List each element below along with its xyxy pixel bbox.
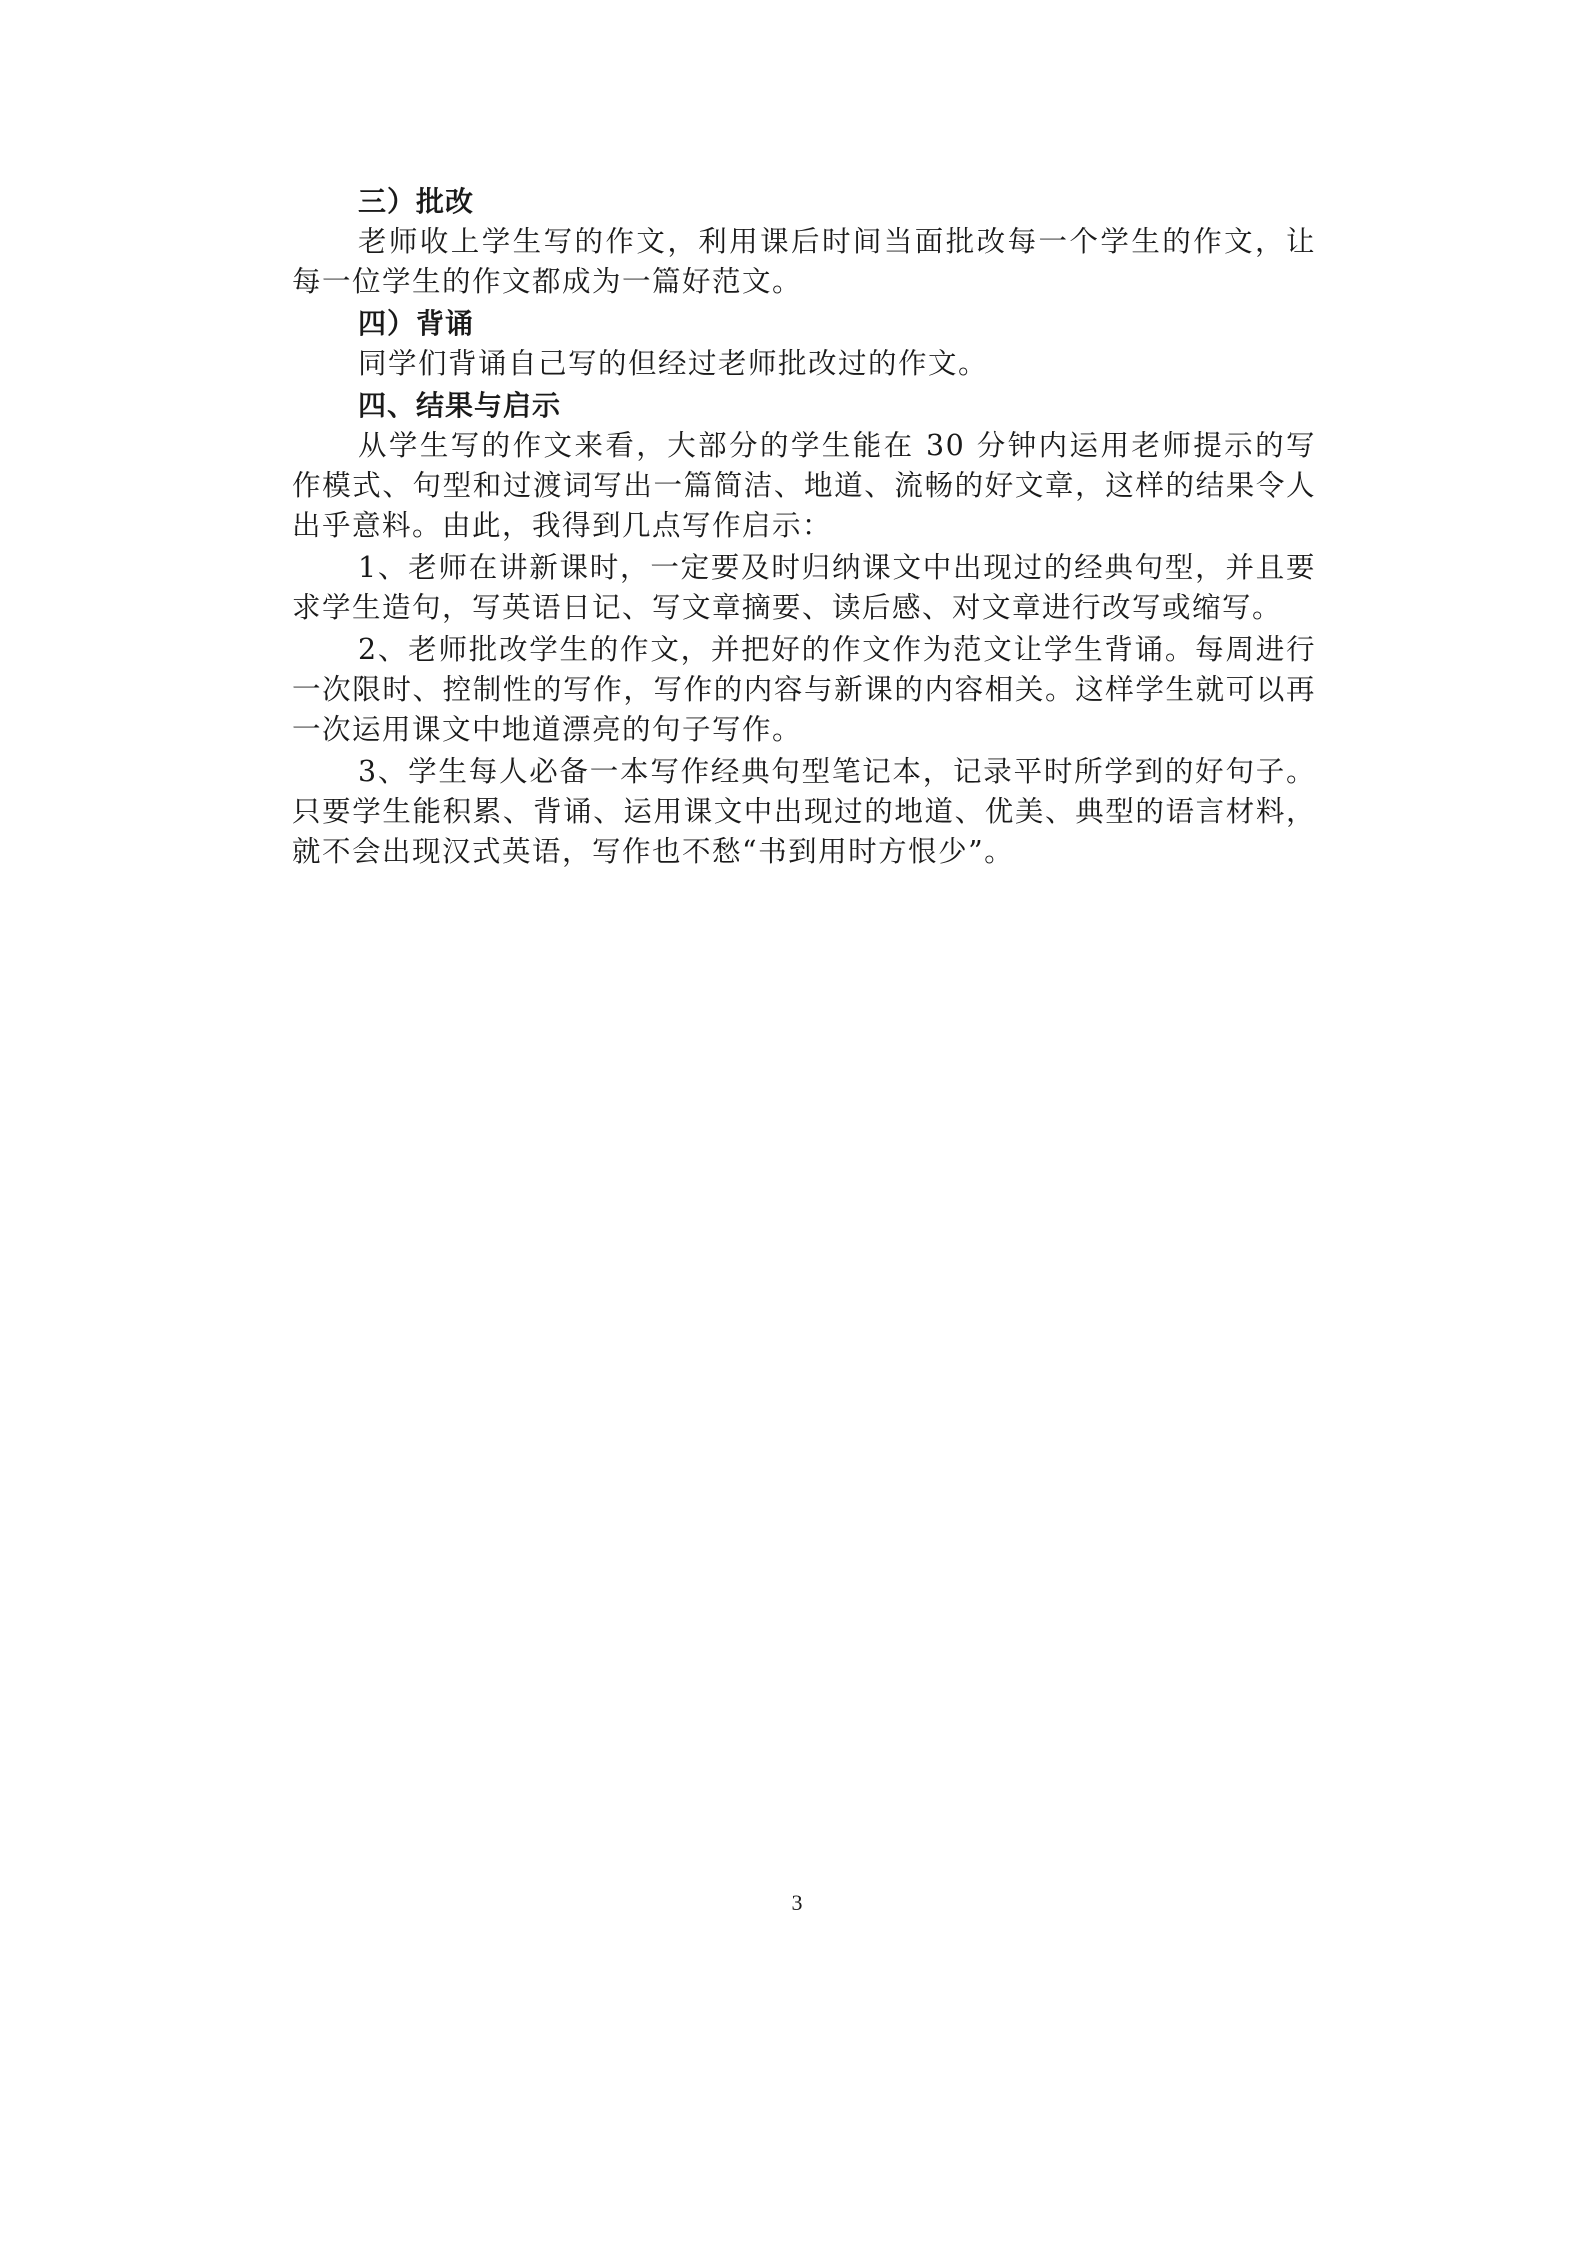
paragraph-results: 从学生写的作文来看，大部分的学生能在 30 分钟内运用老师提示的写作模式、句型和过渡词写出一篇简洁、地道、流畅的好文章，这样的结果令人出乎意料。由此，我得到几点写作启示： — [292, 429, 1316, 542]
paragraph-point-3: 3、学生每人必备一本写作经典句型笔记本，记录平时所学到的好句子。只要学生能积累、背诵、运用课文中出现过的地道、优美、典型的语言材料，就不会出现汉式英语，写作也不愁“书到用时方恨少”。 — [292, 755, 1316, 868]
page-content — [292, 182, 1316, 874]
paragraph-point-2: 2、老师批改学生的作文，并把好的作文作为范文让学生背诵。每周进行一次限时、控制性的写作，写作的内容与新课的内容相关。这样学生就可以再一次运用课文中地道漂亮的句子写作。 — [292, 633, 1316, 746]
section-heading-results: 四、结果与启示 — [358, 389, 562, 422]
paragraph-recite: 同学们背诵自己写的但经过老师批改过的作文。 — [358, 347, 989, 380]
paragraph-grading: 老师收上学生写的作文，利用课后时间当面批改每一个学生的作文，让每一位学生的作文都成为一篇好范文。 — [292, 225, 1316, 298]
section-heading-recite: 四）背诵 — [358, 307, 475, 340]
paragraph-point-1: 1、老师在讲新课时，一定要及时归纳课文中出现过的经典句型，并且要求学生造句，写英语日记、写文章摘要、读后感、对文章进行改写或缩写。 — [292, 551, 1316, 624]
section-heading-grading: 三）批改 — [358, 185, 475, 218]
page-number: 3 — [791, 1890, 803, 1915]
